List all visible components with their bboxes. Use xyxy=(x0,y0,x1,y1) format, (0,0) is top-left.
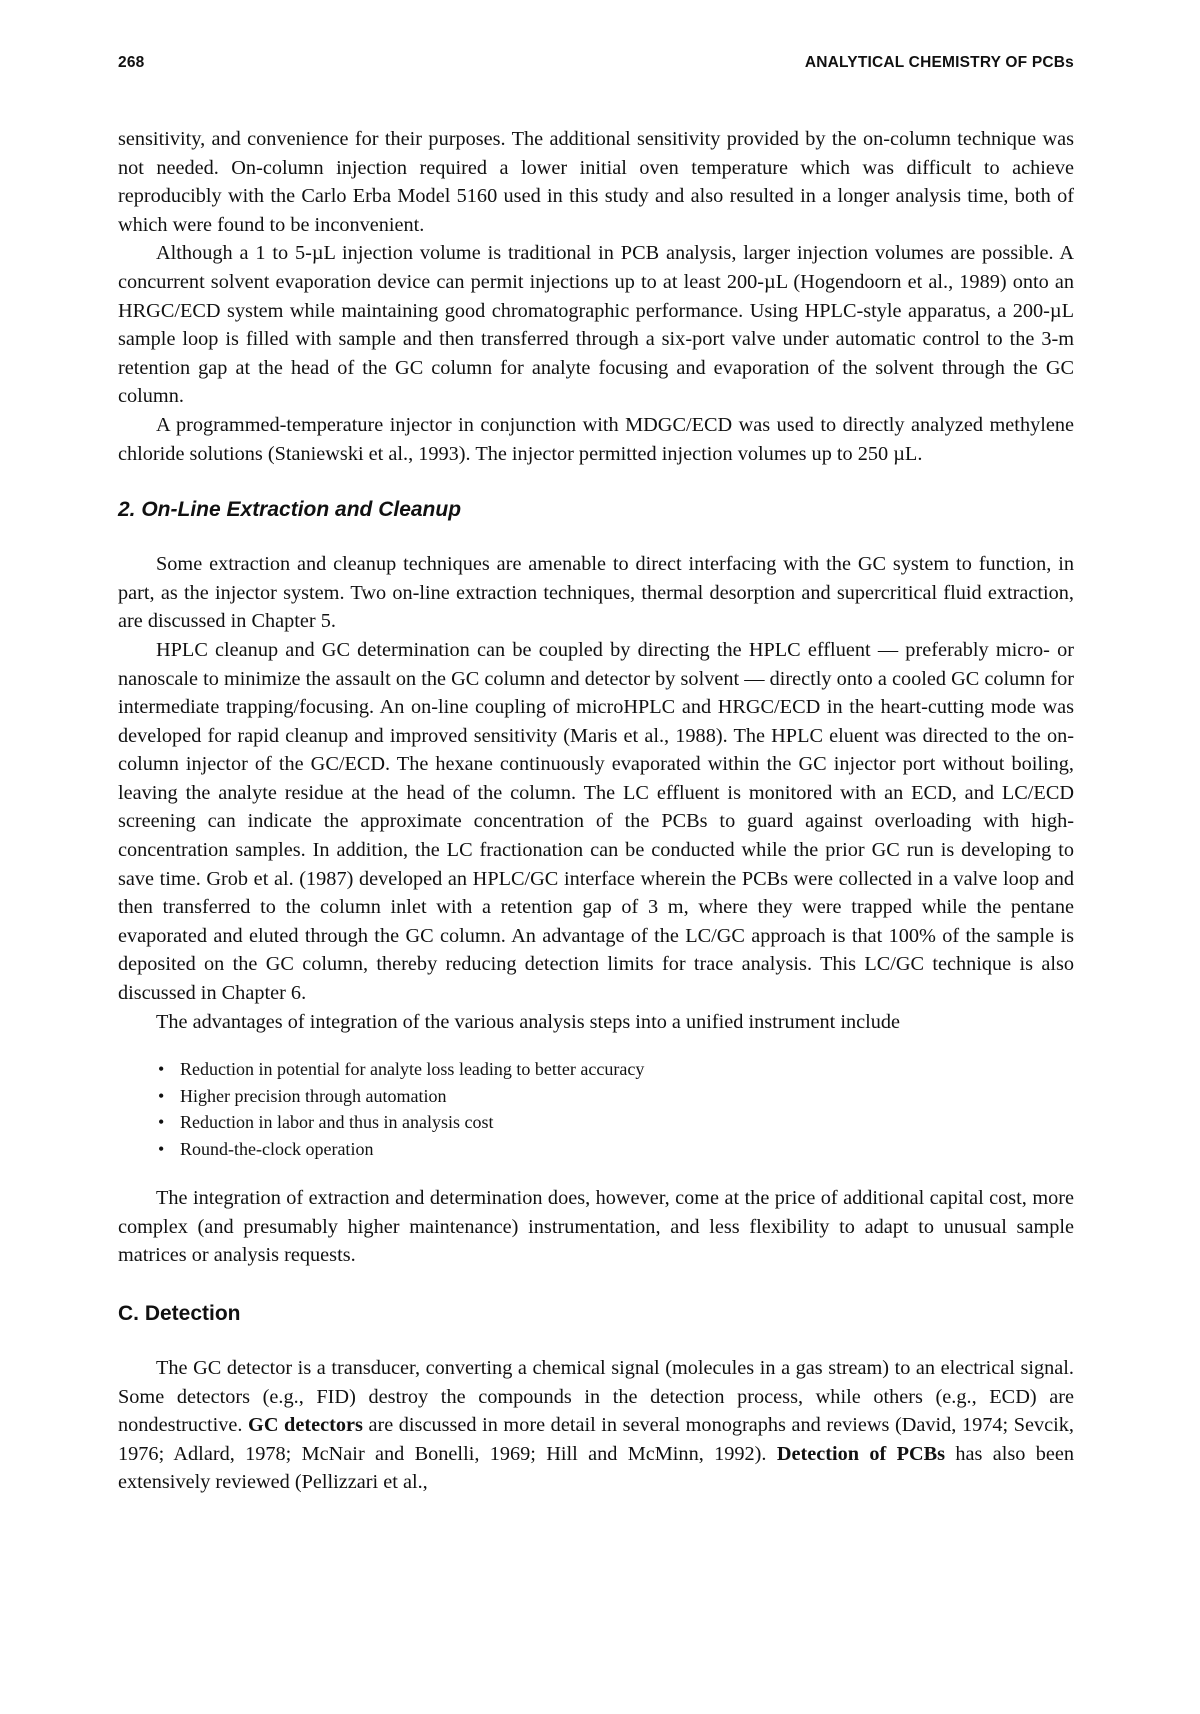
bullet-icon: • xyxy=(158,1085,165,1106)
paragraph-1: sensitivity, and convenience for their purposes. The additional sensitivity provided by the on-column technique was not needed. On-column injection required a lower initial oven temperature which was difficult to achieve reproducibly with the Carlo Erba Model 5160 used in this study and also resulted in a longer analysis time, both of which were found to be inconvenient. xyxy=(118,128,1074,236)
list-item: • Reduction in labor and thus in analysis cost xyxy=(158,1109,1074,1136)
bullet-icon: • xyxy=(158,1059,165,1080)
paragraph-4: Some extraction and cleanup techniques are amenable to direct interfacing with the GC system to function, in part, as the injector system. Two on-line extraction techniques, thermal desorption and supercritical fluid extraction, are discussed in Chapter 5. xyxy=(118,553,1074,633)
paragraph-7: The integration of extraction and determination does, however, come at the price of additional capital cost, more complex (and presumably higher maintenance) instrumentation, and less flexibility to adapt to unusual sample matrices or analysis requests. xyxy=(118,1187,1074,1267)
list-item: • Reduction in potential for analyte loss leading to better accuracy xyxy=(158,1056,1074,1083)
list-item: • Round-the-clock operation xyxy=(158,1136,1074,1163)
paragraph-2: Although a 1 to 5-µL injection volume is traditional in PCB analysis, larger injection volumes are possible. A concurrent solvent evaporation device can permit injections up to at least 200-µL (Hogendoorn et al., 1989) onto an HRGC/ECD system while maintaining good chromatographic performance. Using HPLC-style apparatus, a 200-µL sample loop is filled with sample and then transferred through a six-port valve under automatic control to the 3-m retention gap at the head of the GC column for analyte focusing and evaporation of the solvent through the GC column. xyxy=(118,242,1074,408)
list-item: • Higher precision through automation xyxy=(158,1083,1074,1110)
bold-term-gc-detectors: GC detectors xyxy=(248,1414,363,1437)
paragraph-6: The advantages of integration of the various analysis steps into a unified instrument include xyxy=(156,1010,901,1033)
paragraph-8: The GC detector is a transducer, converting a chemical signal (molecules in a gas stream) to an electrical signal. Some detectors (e.g., FID) destroy the compounds in the detection process, while others (e.g., ECD) are nondestructive. GC detectors are discussed in more detail in several monographs and reviews (David, 1974; Sevcik, 1976; Adlard, 1978; McNair and Bonelli, 1969; Hill and McMinn, 1992). Detection of PCBs has also been extensively reviewed (Pellizzari et al., xyxy=(118,1357,1074,1494)
subsection-heading: 2. On-Line Extraction and Cleanup xyxy=(118,498,462,522)
bullet-icon: • xyxy=(158,1112,165,1133)
body-text xyxy=(118,125,1074,1497)
running-head xyxy=(118,54,1074,78)
page-number: 268 xyxy=(118,54,145,71)
bullet-icon: • xyxy=(158,1138,165,1159)
bold-term-detection-of-pcbs: Detection of PCBs xyxy=(776,1442,946,1465)
advantages-list xyxy=(158,1056,1074,1162)
paragraph-5: HPLC cleanup and GC determination can be coupled by directing the HPLC effluent — preferably micro- or nanoscale to minimize the assault on the GC column and detector by solvent — directly onto a cooled GC column for intermediate trapping/focusing. An on-line coupling of microHPLC and HRGC/ECD in the heart-cutting mode was developed for rapid cleanup and improved sensitivity (Maris et al., 1988). The HPLC eluent was directed to the on-column injector of the GC/ECD. The hexane continuously evaporated within the GC injector port without boiling, leaving the analyte residue at the head of the column. The LC effluent is monitored with an ECD, and LC/ECD screening can indicate the approximate concentration of the PCBs to guard against overloading with high-concentration samples. In addition, the LC fractionation can be conducted while the prior GC run is developing to save time. Grob et al. (1987) developed an HPLC/GC interface wherein the PCBs were collected in a valve loop and then transferred to the column inlet with a retention gap of 3 m, where they were trapped while the pentane evaporated and eluted through the GC column. An advantage of the LC/GC approach is that 100% of the sample is deposited on the GC column, thereby reducing detection limits for trace analysis. This LC/GC technique is also discussed in Chapter 6. xyxy=(118,638,1074,1005)
running-title: ANALYTICAL CHEMISTRY OF PCBs xyxy=(804,54,1074,71)
paragraph-3: A programmed-temperature injector in conjunction with MDGC/ECD was used to directly analyzed methylene chloride solutions (Staniewski et al., 1993). The injector permitted injection volumes up to 250 µL. xyxy=(118,413,1074,465)
section-heading: C. Detection xyxy=(118,1302,241,1325)
